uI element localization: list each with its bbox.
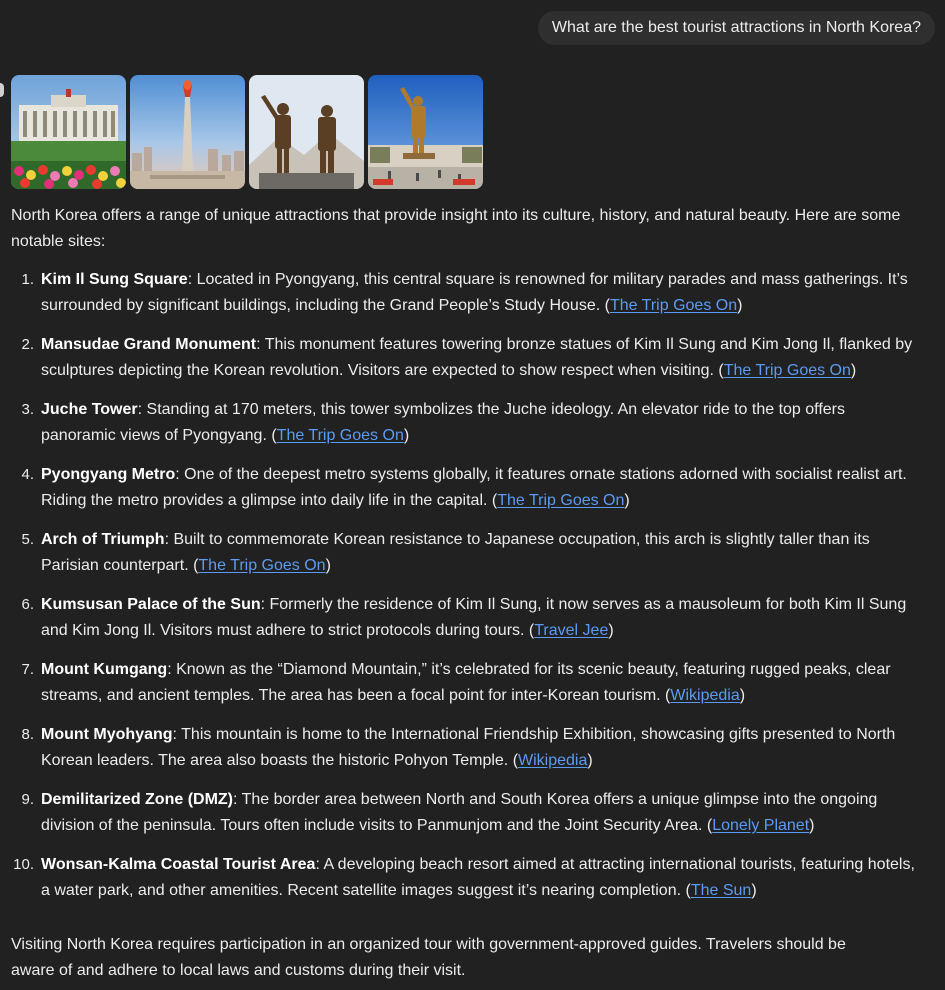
list-item <box>11 332 921 384</box>
list-number: 9. <box>21 791 34 808</box>
closing-paren: ) <box>809 817 815 834</box>
attraction-name: Juche Tower <box>41 401 138 418</box>
source-link[interactable]: Lonely Planet <box>712 817 810 834</box>
intro-paragraph: North Korea offers a range of unique attractions that provide insight into its culture, history, and natural beauty. Here are some notable sites: <box>11 207 901 250</box>
source-link[interactable]: The Trip Goes On <box>723 362 851 379</box>
source-link[interactable]: Wikipedia <box>670 687 740 704</box>
attraction-description: : One of the deepest metro systems globally, it features ornate stations adorned with socialist realist art. Riding the metro provides a glimpse into daily life in the capital. ( <box>41 466 907 509</box>
attraction-description: : A developing beach resort aimed at attracting international tourists, featuring hotels, a water park, and other amenities. Recent satellite images suggest it’s nearing completion. ( <box>41 856 915 899</box>
closing-paren: ) <box>739 687 746 704</box>
attraction-name: Kim Il Sung Square <box>41 271 188 288</box>
source-link[interactable]: Wikipedia <box>518 752 588 769</box>
list-number: 8. <box>21 726 34 743</box>
closing-paren: ) <box>608 622 614 639</box>
attraction-name: Demilitarized Zone (DMZ) <box>41 791 234 808</box>
closing-paren: ) <box>587 752 593 769</box>
closing-paren: ) <box>403 427 410 444</box>
closing-paren: ) <box>737 297 743 314</box>
attraction-name: Arch of Triumph <box>41 531 165 548</box>
list-number: 1. <box>21 271 34 288</box>
list-item <box>11 527 921 579</box>
assistant-response <box>11 203 931 984</box>
user-message-bubble: What are the best tourist attractions in North Korea? <box>538 11 935 45</box>
attraction-description: : Known as the “Diamond Mountain,” it’s celebrated for its scenic beauty, featuring rugged peaks, clear streams, and ancient temples. The area has been a focal point for inter-Korean tourism. ( <box>41 661 891 704</box>
tower-photo[interactable] <box>130 75 245 189</box>
list-number: 4. <box>21 466 34 483</box>
source-link[interactable]: The Trip Goes On <box>497 492 625 509</box>
attraction-description: : Formerly the residence of Kim Il Sung, it now serves as a mausoleum for both Kim Il Sung and Kim Jong Il. Visitors must adhere to strict protocols during tours. ( <box>41 596 907 639</box>
list-number: 6. <box>21 596 34 613</box>
list-item <box>11 852 921 904</box>
list-item <box>11 787 921 839</box>
image-carousel <box>11 75 483 189</box>
list-number: 5. <box>21 531 34 548</box>
closing-paren: ) <box>751 882 757 899</box>
carousel-prev-handle[interactable] <box>0 83 4 97</box>
attraction-name: Mount Kumgang <box>41 661 168 678</box>
attraction-name: Wonsan-Kalma Coastal Tourist Area <box>41 856 316 873</box>
statues-photo[interactable] <box>249 75 364 189</box>
attraction-name: Pyongyang Metro <box>41 466 176 483</box>
list-number: 10. <box>13 856 34 873</box>
list-item <box>11 592 921 644</box>
attraction-description: : This monument features towering bronze statues of Kim Il Sung and Kim Jong Il, flanked by sculptures depicting the Korean revolution. Visitors are expected to show respect when visiting. ( <box>41 336 913 379</box>
attraction-description: : Built to commemorate Korean resistance to Japanese occupation, this arch is slightly taller than its Parisian counterpart. ( <box>41 531 870 574</box>
list-item <box>11 722 921 774</box>
attraction-name: Mansudae Grand Monument <box>41 336 257 353</box>
palace-photo[interactable] <box>11 75 126 189</box>
list-number: 2. <box>21 336 34 353</box>
attraction-description: : The border area between North and South Korea offers a unique glimpse into the ongoing division of the peninsula. Tours often include visits to Panmunjom and the Joint Security Area. ( <box>41 791 878 834</box>
attraction-description: : Located in Pyongyang, this central square is renowned for military parades and mass gatherings. It’s surrounded by significant buildings, including the Grand People’s Study House. ( <box>41 271 908 314</box>
list-item <box>11 267 921 319</box>
source-link[interactable]: Travel Jee <box>534 622 609 639</box>
list-item <box>11 657 921 709</box>
closing-paragraph: Visiting North Korea requires participation in an organized tour with government-approved guides. Travelers should be aware of and adhere to local laws and customs during their visit. <box>11 936 846 979</box>
attraction-description: : This mountain is home to the International Friendship Exhibition, showcasing gifts presented to North Korean leaders. The area also boasts the historic Pohyon Temple. ( <box>41 726 896 769</box>
source-link[interactable]: The Trip Goes On <box>276 427 404 444</box>
source-link[interactable]: The Trip Goes On <box>609 297 738 314</box>
attraction-name: Kumsusan Palace of the Sun <box>41 596 261 613</box>
list-number: 7. <box>21 661 34 678</box>
source-link[interactable]: The Sun <box>690 882 752 899</box>
closing-paren: ) <box>624 492 630 509</box>
attraction-name: Mount Myohyang <box>41 726 173 743</box>
attraction-description: : Standing at 170 meters, this tower symbolizes the Juche ideology. An elevator ride to the top offers panoramic views of Pyongyang. ( <box>41 401 845 444</box>
closing-paren: ) <box>850 362 857 379</box>
list-item <box>11 462 921 514</box>
source-link[interactable]: The Trip Goes On <box>198 557 326 574</box>
monument-photo[interactable] <box>368 75 483 189</box>
list-item <box>11 397 921 449</box>
list-number: 3. <box>21 401 34 418</box>
closing-paren: ) <box>325 557 331 574</box>
attractions-list <box>11 267 931 904</box>
